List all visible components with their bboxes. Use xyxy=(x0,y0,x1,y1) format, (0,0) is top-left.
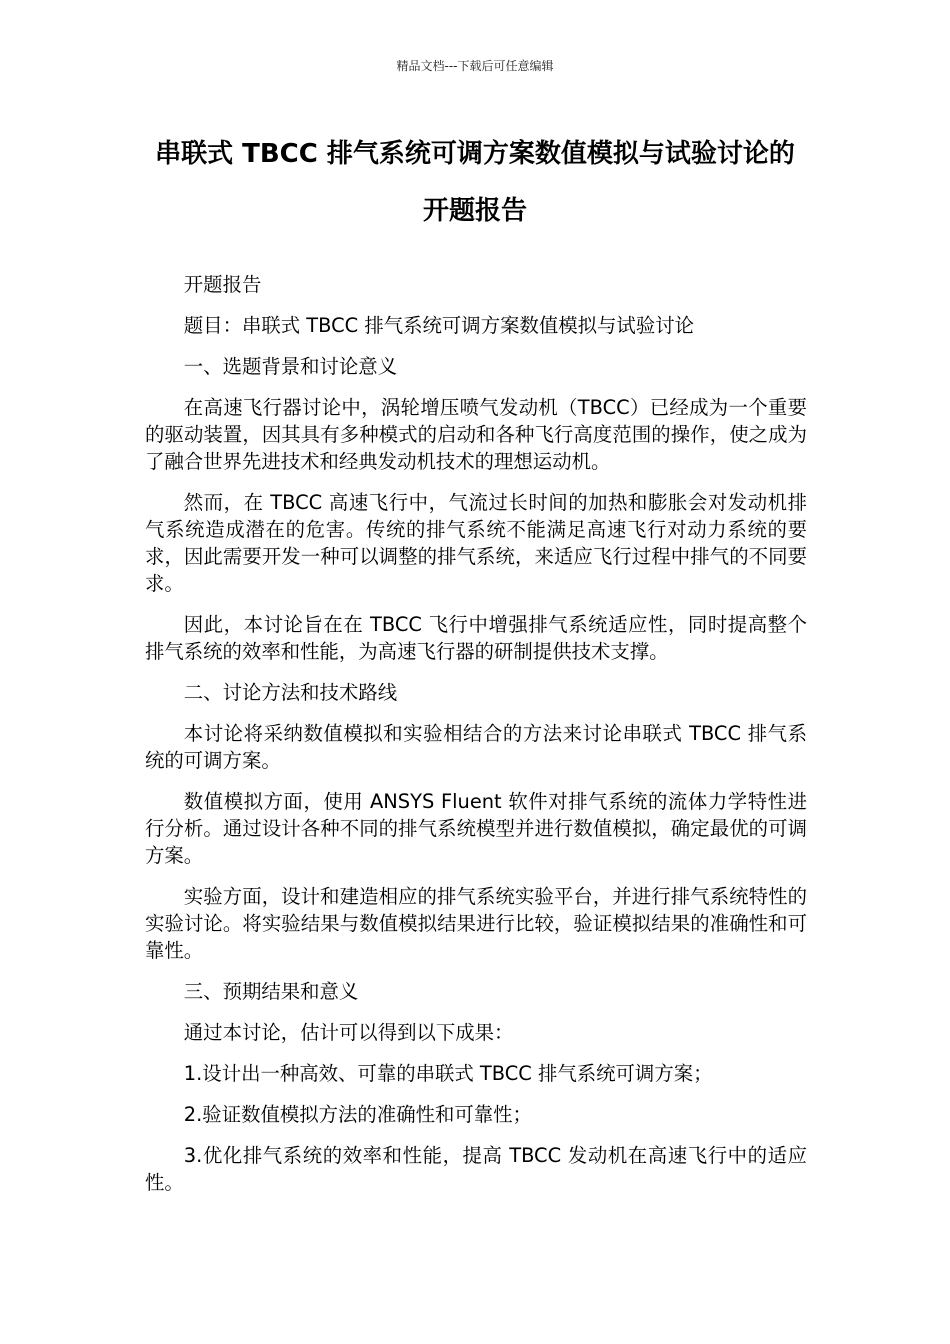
list-item-result-3: 3.优化排气系统的效率和性能，提高 TBCC 发动机在高速飞行中的适应性。 xyxy=(145,1144,807,1194)
section-heading-methods: 二、讨论方法和技术路线 xyxy=(183,681,398,704)
document-title: 串联式 TBCC 排气系统可调方案数值模拟与试验讨论的开题报告 xyxy=(155,139,795,226)
document-body xyxy=(145,271,807,1210)
list-item-result-2: 2.验证数值模拟方法的准确性和可靠性； xyxy=(183,1103,532,1126)
section-heading-background: 一、选题背景和讨论意义 xyxy=(183,355,398,378)
list-item-result-1: 1.设计出一种高效、可靠的串联式 TBCC 排气系统可调方案； xyxy=(183,1062,713,1085)
page-header-note: 精品文档---下载后可任意编辑 xyxy=(396,59,554,73)
section-heading-results: 三、预期结果和意义 xyxy=(183,980,359,1003)
paragraph-background-1: 在高速飞行器讨论中，涡轮增压喷气发动机（TBCC）已经成为一个重要的驱动装置，因其具有多种模式的启动和各种飞行高度范围的操作，使之成为了融合世界先进技术和经典发动机技术的理想运动机。 xyxy=(145,396,807,473)
paragraph-methods-1: 本讨论将采纳数值模拟和实验相结合的方法来讨论串联式 TBCC 排气系统的可调方案。 xyxy=(145,722,807,772)
section-label-proposal: 开题报告 xyxy=(183,273,262,296)
topic-line: 题目：串联式 TBCC 排气系统可调方案数值模拟与试验讨论 xyxy=(183,314,694,337)
paragraph-methods-3: 实验方面，设计和建造相应的排气系统实验平台，并进行排气系统特性的实验讨论。将实验结果与数值模拟结果进行比较，验证模拟结果的准确性和可靠性。 xyxy=(145,885,807,962)
paragraph-methods-2: 数值模拟方面，使用 ANSYS Fluent 软件对排气系统的流体力学特性进行分析。通过设计各种不同的排气系统模型并进行数值模拟，确定最优的可调方案。 xyxy=(145,790,807,867)
paragraph-results-intro: 通过本讨论，估计可以得到以下成果： xyxy=(183,1021,514,1044)
paragraph-background-2: 然而，在 TBCC 高速飞行中，气流过长时间的加热和膨胀会对发动机排气系统造成潜在的危害。传统的排气系统不能满足高速飞行对动力系统的要求，因此需要开发一种可以调整的排气系统，来适应飞行过程中排气的不同要求。 xyxy=(145,491,807,595)
paragraph-background-3: 因此，本讨论旨在在 TBCC 飞行中增强排气系统适应性，同时提高整个排气系统的效率和性能，为高速飞行器的研制提供技术支撑。 xyxy=(145,613,807,663)
